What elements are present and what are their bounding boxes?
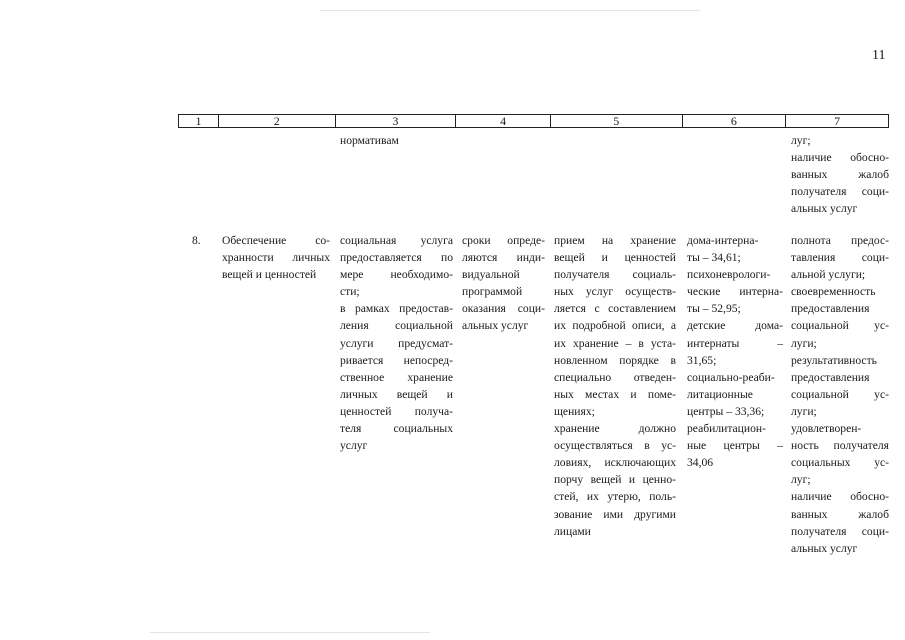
text-line: ляются инди- (462, 251, 545, 265)
text-line: ценностей получа- (340, 404, 453, 418)
text-line: результативность (791, 353, 877, 367)
text-line: интернаты – (687, 336, 783, 350)
text-line: осуществляться в ус- (554, 439, 676, 453)
column-header-3: 3 (336, 115, 457, 127)
text-line: их подробной описи, а (554, 319, 676, 333)
text-line: ты – 52,95; (687, 302, 741, 316)
text-line: центры – 33,36; (687, 404, 765, 418)
scan-artifact (150, 632, 430, 633)
text-line: ривается непосред- (340, 353, 453, 367)
column-header-5: 5 (551, 115, 683, 127)
column-header-6: 6 (683, 115, 787, 127)
text-line: альной услуги; (791, 268, 866, 282)
text-line: полнота предос- (791, 234, 889, 247)
text-line: предоставления (791, 302, 870, 316)
text-line: луги; (791, 336, 817, 350)
text-line: зование ими другими (554, 507, 676, 521)
page-number: 11 (872, 48, 886, 63)
text-line: реабилитацион- (687, 422, 766, 436)
text-line: социальной ус- (791, 319, 889, 333)
text-line: наличие обосно- (791, 151, 889, 165)
text-line: тавления соци- (791, 251, 889, 265)
text-line: 34,06 (687, 456, 714, 470)
text-line: ственное хранение (340, 370, 453, 384)
text-line: Обеспечение со- (222, 234, 330, 247)
scan-artifact (320, 10, 700, 11)
text-line: личных вещей и (340, 387, 453, 401)
text-line: вещей и ценностей (222, 268, 317, 282)
table-header-row (178, 114, 889, 128)
text-line: удовлетворен- (791, 422, 862, 436)
text-line: ловиях, исключающих (554, 456, 676, 470)
continuation-col3 (340, 132, 455, 149)
text-line: стей, их утерю, поль- (554, 490, 676, 504)
text-line: социальных ус- (791, 456, 889, 470)
text-line: их хранение – в уста- (554, 336, 676, 350)
text-line: хранение должно (554, 422, 676, 436)
text-line: психоневрологи- (687, 268, 771, 282)
text-line: альных услуг (791, 541, 858, 555)
text-line: лицами (554, 524, 591, 538)
text-line: видуальной (462, 268, 520, 282)
text-line: детские дома- (687, 319, 783, 333)
text-line: ления социальной (340, 319, 453, 333)
text-line: сти; (340, 285, 360, 299)
text-line: социальной ус- (791, 387, 889, 401)
text-line: ванных жалоб (791, 507, 889, 521)
text-line: социально-реаби- (687, 370, 775, 384)
text-line: прием на хранение (554, 234, 676, 247)
text-line: ные центры – (687, 439, 783, 453)
text-line: литационные (687, 387, 753, 401)
text-line: альных услуг (462, 319, 529, 333)
text-line: предоставления (791, 370, 870, 384)
text-line: сроки опреде- (462, 234, 545, 247)
text-line: социальная услуга (340, 234, 453, 247)
column-header-1: 1 (179, 115, 219, 127)
column-header-4: 4 (456, 115, 551, 127)
service-name (222, 232, 330, 283)
text-line: ных местах и поме- (554, 387, 676, 401)
text-line: своевременность (791, 285, 876, 299)
text-line: получателя соци- (791, 524, 889, 538)
text-line: луг; (791, 134, 811, 147)
text-line: новленном порядке в (554, 353, 676, 367)
text-line: ность получателя (791, 439, 889, 453)
text-line: в рамках предостав- (340, 302, 453, 316)
text-line: альных услуг (791, 202, 858, 216)
quality-indicators (791, 232, 889, 557)
text-line: программой (462, 285, 523, 299)
text-line: дома-интерна- (687, 234, 759, 247)
text-line: ческие интерна- (687, 285, 783, 299)
text-line: нормативам (340, 134, 399, 147)
text-line: услуг (340, 439, 368, 453)
text-line: вещей и ценностей (554, 251, 676, 265)
service-terms (462, 232, 545, 335)
text-line: получателя соци- (791, 185, 889, 199)
text-line: получателя социаль- (554, 268, 676, 282)
text-line: ляется с составлением (554, 302, 676, 316)
text-line: ванных жалоб (791, 168, 889, 182)
text-line: услуги предусмат- (340, 336, 453, 350)
text-line: луг; (791, 473, 811, 487)
text-line: мере необходимо- (340, 268, 453, 282)
column-header-2: 2 (219, 115, 336, 127)
text-line: предоставляется по (340, 251, 453, 265)
service-description (340, 232, 453, 454)
service-tariff (687, 232, 783, 471)
row-number: 8. (192, 234, 201, 247)
text-line: специально отведен- (554, 370, 676, 384)
text-line: хранности личных (222, 251, 330, 265)
text-line: 31,65; (687, 353, 717, 367)
column-header-7: 7 (834, 114, 841, 128)
text-line: ных услуг осуществ- (554, 285, 676, 299)
text-line: луги; (791, 404, 817, 418)
text-line: теля социальных (340, 422, 453, 436)
text-line: щениях; (554, 404, 595, 418)
text-line: наличие обосно- (791, 490, 889, 504)
text-line: оказания соци- (462, 302, 545, 316)
service-standard (554, 232, 676, 540)
text-line: порчу вещей и ценно- (554, 473, 676, 487)
text-line: ты – 34,61; (687, 251, 741, 265)
continuation-col7 (791, 132, 889, 217)
